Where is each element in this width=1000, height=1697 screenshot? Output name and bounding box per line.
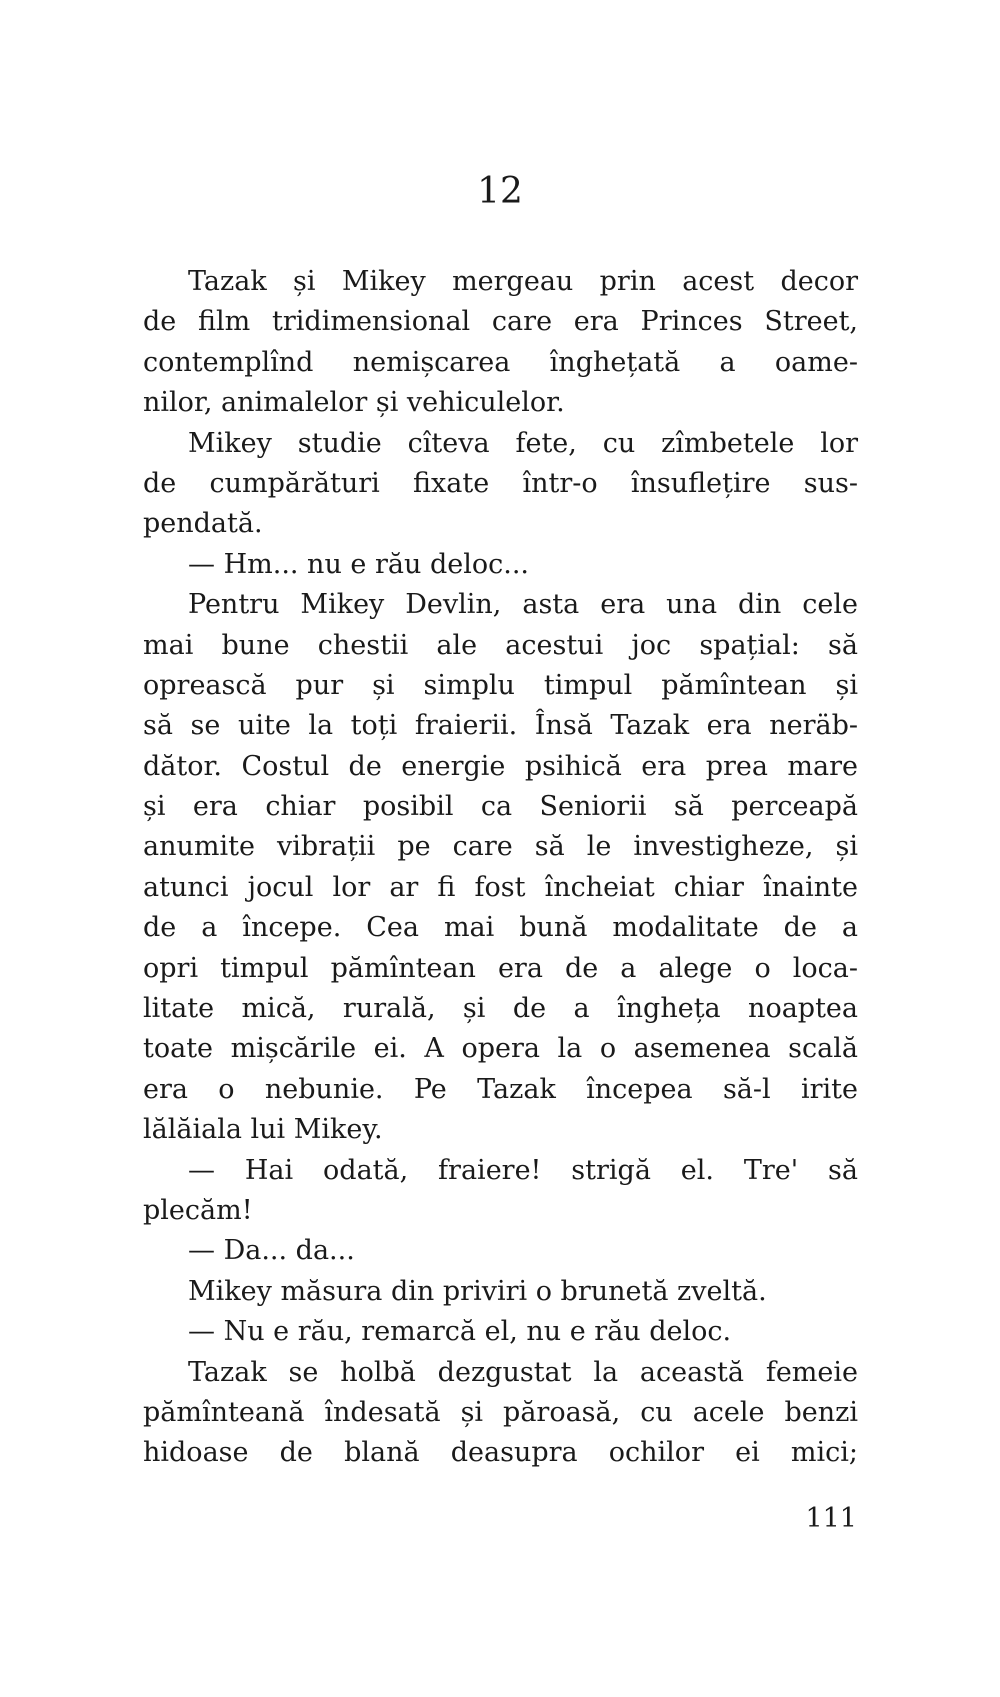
text-line: contemplînd nemișcarea înghețată a oame-	[143, 346, 858, 378]
text-line: Tazak se holbă dezgustat la această femeie	[188, 1356, 858, 1388]
text-line: lălăiala lui Mikey.	[143, 1114, 383, 1146]
text-line: dător. Costul de energie psihică era prea mare	[143, 750, 858, 782]
text-line: Tazak și Mikey mergeau prin acest decor	[188, 266, 858, 297]
text-line: nilor, animalelor și vehiculelor.	[143, 387, 565, 419]
text-line: toate mișcările ei. A opera la o asemenea scală	[143, 1033, 858, 1065]
text-line: atunci jocul lor ar fi fost încheiat chiar înainte	[143, 871, 858, 903]
text-line: oprească pur și simplu timpul pămîntean și	[143, 669, 858, 701]
text-line: pendată.	[143, 508, 263, 540]
text-line: mai bune chestii ale acestui joc spațial: să	[143, 629, 858, 661]
text-line: — Nu e rău, remarcă el, nu e rău deloc.	[188, 1316, 732, 1348]
text-line: și era chiar posibil ca Seniorii să perceapă	[143, 791, 858, 823]
text-line: — Hm... nu e rău deloc...	[188, 548, 529, 580]
text-line: era o nebunie. Pe Tazak începea să-l irite	[143, 1073, 858, 1105]
text-line: Pentru Mikey Devlin, asta era una din cele	[188, 589, 858, 621]
text-line: pămînteană îndesată și păroasă, cu acele benzi	[143, 1396, 858, 1428]
text-line: opri timpul pămîntean era de a alege o loca-	[143, 952, 858, 984]
chapter-number: 12	[477, 171, 523, 212]
page-number: 111	[805, 1503, 857, 1534]
text-line: plecăm!	[143, 1194, 253, 1226]
text-line: — Da... da...	[188, 1235, 355, 1267]
text-line: de cumpărături fixate într-o însuflețire sus-	[143, 467, 858, 499]
text-line: de film tridimensional care era Princes Street,	[143, 306, 858, 338]
text-line: — Hai odată, fraiere! strigă el. Tre' să	[188, 1154, 858, 1186]
text-line: litate mică, rurală, și de a îngheța noaptea	[143, 993, 858, 1025]
text-line: hidoase de blană deasupra ochilor ei mici;	[143, 1437, 858, 1469]
text-line: să se uite la toți fraierii. Însă Tazak era neräb-	[143, 710, 858, 742]
text-line: Mikey măsura din priviri o brunetă zveltă.	[188, 1275, 767, 1307]
text-line: Mikey studie cîteva fete, cu zîmbetele lor	[188, 427, 858, 459]
body-text	[143, 262, 858, 1474]
text-line: de a începe. Cea mai bună modalitate de a	[143, 912, 858, 944]
text-line: anumite vibrații pe care să le investigheze, și	[143, 831, 858, 863]
